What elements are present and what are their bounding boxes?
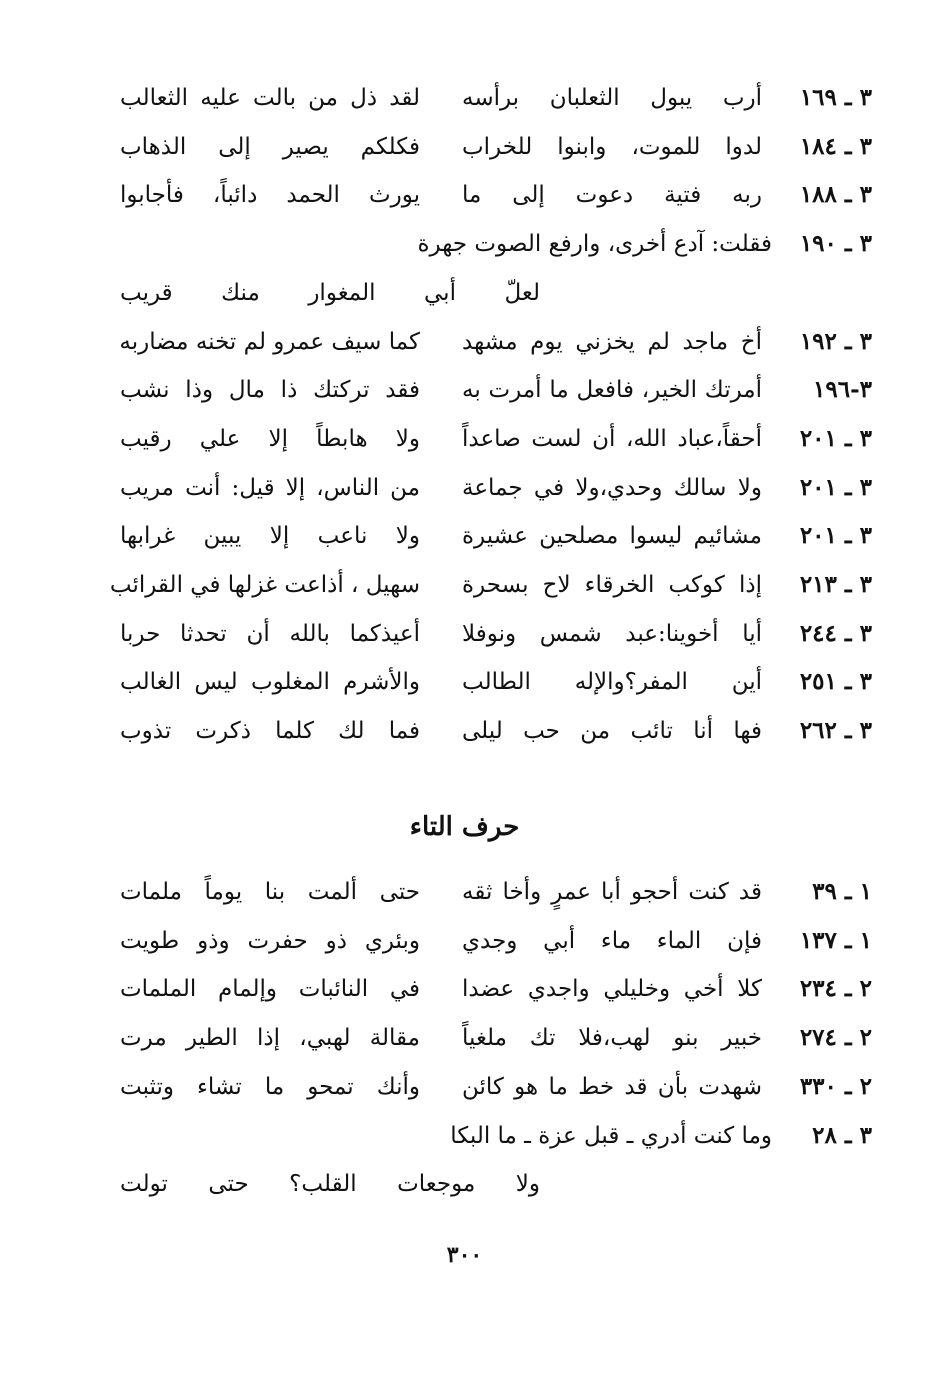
verse-row xyxy=(110,872,872,912)
verse-row xyxy=(110,662,872,702)
verse-reference: ٢ ـ ٢٣٤ xyxy=(799,975,872,1003)
first-hemistich: شهدت بأن قد خط ما هو كائن xyxy=(462,1073,762,1100)
second-hemistich: والأشرم المغلوب ليس الغالب xyxy=(120,669,420,696)
second-hemistich: من الناس، إلا قيل: أنت مريب xyxy=(120,474,420,501)
second-hemistich: لقد ذل من بالت عليه الثعالب xyxy=(120,85,420,111)
first-hemistich: مشائيم ليسوا مصلحين عشيرة xyxy=(462,523,762,550)
verse-reference: ١ ـ ١٣٧ xyxy=(799,926,872,954)
verse-row xyxy=(110,224,872,264)
second-hemistich: ولا هابطاً إلا علي رقيب xyxy=(120,425,420,452)
verse-reference: ٢ ـ ٢٧٤ xyxy=(799,1024,872,1052)
verse-row-continuation xyxy=(110,273,872,313)
verse-reference: ٣ ـ ٢١٣ xyxy=(799,571,872,598)
verse-reference: ٣ ـ ٢٠١ xyxy=(799,473,872,501)
verse-reference: ٣ ـ ١٨٤ xyxy=(799,132,872,160)
second-hemistich: سهيل ، أذاعت غزلها في القرائب xyxy=(109,572,420,598)
second-hemistich: وأنك تمحو ما تشاء وتثبت xyxy=(120,1073,420,1100)
first-hemistich: وما كنت أدري ـ قبل عزة ـ ما البكا xyxy=(450,1122,772,1149)
verse-reference: ١ ـ ٣٩ xyxy=(812,878,872,905)
first-hemistich: كلا أخي وخليلي واجدي عضدا xyxy=(462,976,762,1003)
verse-row xyxy=(110,468,872,508)
first-hemistich: أخ ماجد لم يخزني يوم مشهد xyxy=(462,328,762,355)
first-hemistich: فإن الماء ماء أبي وجدي xyxy=(462,927,762,954)
verse-reference: ٣ ـ ٢٤٤ xyxy=(799,619,872,647)
verse-row xyxy=(110,921,872,961)
first-hemistich: قد كنت أحجو أبا عمرٍ وأخا ثقه xyxy=(462,879,762,905)
verse-reference: ٣ ـ ١٦٩ xyxy=(799,84,872,111)
second-hemistich: ولا ناعب إلا يبين غرابها xyxy=(120,523,420,550)
verse-row xyxy=(110,516,872,556)
first-hemistich: إذا كوكب الخرقاء لاح بسحرة xyxy=(462,572,762,598)
first-hemistich: خبير بنو لهب،فلا تك ملغياً xyxy=(462,1025,762,1052)
verse-row xyxy=(110,1116,872,1156)
second-hemistich: مقالة لهبي، إذا الطير مرت xyxy=(120,1025,420,1052)
verse-reference: ٣ ـ ٢٨ xyxy=(812,1121,872,1149)
verse-row xyxy=(110,370,872,410)
second-hemistich: ولا موجعات القلب؟ حتى تولت xyxy=(120,1171,540,1198)
first-hemistich: أرب يبول الثعلبان برأسه xyxy=(462,85,762,111)
page-number: ٣٠٠ xyxy=(446,1242,483,1268)
first-hemistich: ولا سالك وحدي،ولا في جماعة xyxy=(462,474,762,501)
verse-row xyxy=(110,969,872,1009)
second-hemistich: فما لك كلما ذكرت تذوب xyxy=(120,718,420,745)
verse-row xyxy=(110,711,872,751)
verse-row xyxy=(110,419,872,459)
verse-row-continuation xyxy=(110,1164,872,1204)
second-hemistich: وبئري ذو حفرت وذو طويت xyxy=(120,927,420,954)
section-title: حرف التاء xyxy=(409,812,520,842)
verse-row xyxy=(110,1018,872,1058)
second-hemistich: في النائبات وإلمام الملمات xyxy=(120,976,420,1003)
verse-row xyxy=(110,78,872,118)
verse-reference: ٢ ـ ٣٣٠ xyxy=(799,1072,872,1100)
verse-row xyxy=(110,175,872,215)
verse-row xyxy=(110,127,872,167)
verse-reference: ٣ ـ ٢٠١ xyxy=(799,424,872,452)
second-hemistich: أعيذكما بالله أن تحدثا حربا xyxy=(120,620,420,647)
verse-reference: ٣ ـ ١٩٠ xyxy=(799,230,872,258)
second-hemistich: فقد تركتك ذا مال وذا نشب xyxy=(120,377,420,404)
verse-reference: ٣ ـ ٢٥١ xyxy=(799,668,872,696)
verse-row xyxy=(110,1067,872,1107)
first-hemistich: ربه فتية دعوت إلى ما xyxy=(462,182,762,209)
verse-row xyxy=(110,322,872,362)
verse-reference: ٣ ـ ١٨٨ xyxy=(799,181,872,209)
first-hemistich: أحقاً،عباد الله، أن لست صاعداً xyxy=(462,425,762,452)
second-hemistich: يورث الحمد دائباً، فأجابوا xyxy=(120,182,420,209)
verse-row xyxy=(110,565,872,605)
first-hemistich: فها أنا تائب من حب ليلى xyxy=(462,718,762,745)
verse-reference: ٣ ـ ٢٠١ xyxy=(799,522,872,550)
second-hemistich: حتى ألمت بنا يوماً ملمات xyxy=(120,879,420,905)
second-hemistich: فكلكم يصير إلى الذهاب xyxy=(120,133,420,160)
verse-row xyxy=(110,614,872,654)
first-hemistich: أين المفر؟والإله الطالب xyxy=(462,669,762,696)
first-hemistich: أيا أخوينا:عبد شمس ونوفلا xyxy=(462,620,762,647)
first-hemistich: فقلت: آدع أخرى، وارفع الصوت جهرة xyxy=(417,231,772,258)
first-hemistich: لدوا للموت، وابنوا للخراب xyxy=(462,133,762,160)
second-hemistich: لعلّ أبي المغوار منك قريب xyxy=(120,279,540,306)
first-hemistich: أمرتك الخير، فافعل ما أمرت به xyxy=(462,377,762,404)
verse-reference: ٣ ـ ٢٦٢ xyxy=(799,717,872,745)
second-hemistich: كما سيف عمرو لم تخنه مضاربه xyxy=(119,328,420,355)
verse-reference: ٣ ـ ١٩٢ xyxy=(799,327,872,355)
verse-reference: ٣-١٩٦ xyxy=(813,376,872,404)
